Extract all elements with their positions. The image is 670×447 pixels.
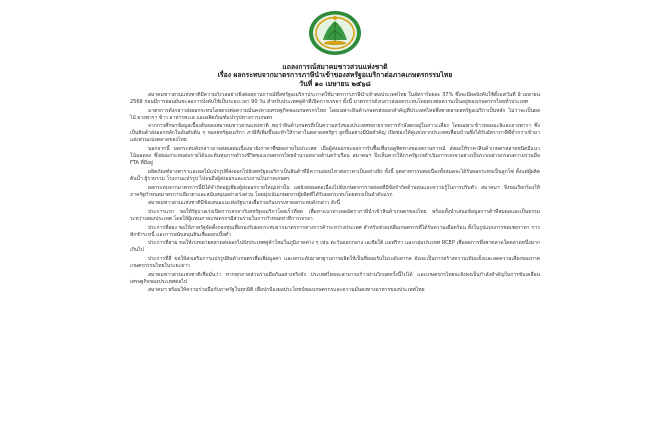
statement-subject: เรื่อง ผลกระทบจากมาตรการภาษีนำเข้าของสหรัฐอเมริกาต่อภาคเกษตรกรรมไทย (217, 71, 453, 79)
body-paragraph: สมาคมชาวสวนแห่งชาติเชื่อมั่นว่า หากทุกภาคส่วนร่วมมือกันอย่างจริงจัง ประเทศไทยจะสามารถก้าวผ่านวิกฤตครั้งนี้ไปได้ และเกษตรกรไทยจะยังคงเป็นกำลังสำคัญในการขับเคลื่อนเศรษฐกิจของประเทศต่อไป (130, 271, 540, 285)
body-paragraph: ประการที่สอง ขอให้ภาครัฐจัดตั้งกองทุนเพื่อรองรับผลกระทบจากมาตรการทางการค้าระหว่างประเทศ สำหรับช่วยเหลือเกษตรกรที่ได้รับความเดือดร้อน ทั้งในรูปแบบการชดเชยราคา การพักชำระหนี้ และการสนับสนุนสินเชื่อดอกเบี้ยต่ำ (130, 224, 540, 238)
body-paragraph: ผลกระทบจากมาตรการนี้มิได้จำกัดอยู่เพียงผู้ส่งออกรายใหญ่เท่านั้น แต่ยังส่งผลต่อเนื่องไปยังเกษตรกรรายย่อยที่มีข้อจำกัดด้านทุนและความรู้ในการปรับตัว สมาคมฯ จึงขอเรียกร้องให้ภาครัฐกำหนดมาตรการเยียวยาและสนับสนุนอย่างเร่งด่วน โดยมุ่งเน้นเกษตรกรผู้ผลิตที่ได้รับผลกระทบโดยตรงเป็นลำดับแรก (130, 184, 540, 198)
body-paragraph: จากการศึกษาข้อมูลเบื้องต้นของสมาคมชาวสวนแห่งชาติ พบว่าสินค้าเกษตรที่เป็นความหวังของประเทศหลายรายการกำลังตกอยู่ในภาวะเสี่ยง โดยเฉพาะข้าวหอมมะลิและยางพารา ซึ่งเป็นสินค้าส่งออกหลักในอันดับต้น ๆ ของสหรัฐอเมริกา ภาษีที่เพิ่มขึ้นจะทำให้ราคาในตลาดสหรัฐฯ สูงขึ้นอย่างมีนัยสำคัญ เปิดช่องให้คู่แข่งจากประเทศเพื่อนบ้านซึ่งได้รับอัตราภาษีที่ต่ำกว่าเข้ามาแย่งส่วนแบ่งตลาดของไทย (130, 123, 540, 144)
body-paragraph: มาตรการดังกล่าวส่งผลกระทบโดยตรงต่อความมั่นคงทางเศรษฐกิจของเกษตรกรไทย โดยเฉพาะสินค้าเกษตรส่งออกสำคัญที่ประเทศไทยพึ่งพาตลาดสหรัฐอเมริกาเป็นหลัก ไม่ว่าจะเป็นผลไม้ ยางพารา ข้าว อาหารทะเล และผลิตภัณฑ์แปรรูปทางการเกษตร (130, 107, 540, 121)
statement-date: วันที่ ๑๐ เมษายน ๒๕๖๘ (299, 80, 371, 88)
body-paragraph: นอกจากนี้ ผลกระทบดังกล่าวอาจส่งผลต่อเนื่องมายังราคาพืชผลภายในประเทศ เมื่อผู้ส่งออกชะลอการรับซื้อเพื่อรอดูทิศทางของสถานการณ์ ส่งผลให้ราคาสินค้าเกษตรหลายชนิดมีแนวโน้มลดลง ซึ่งย่อมกระทบต่อรายได้และต้นทุนการดำรงชีวิตของเกษตรกรไทยจำนวนหลายล้านครัวเรือน สมาคมฯ จึงเห็นควรให้ภาครัฐเร่งดำเนินการเจรจาอย่างเป็นระบบผ่านกรอบความร่วมมือ FTA ที่มีอยู่ (130, 146, 540, 167)
organization-heading: แถลงการณ์สมาคมชาวสวนแห่งชาติ (282, 63, 388, 71)
body-paragraph: ประการที่สาม ขอให้เร่งขยายตลาดส่งออกไปยังประเทศคู่ค้าใหม่ในภูมิภาคต่าง ๆ เช่น ตะวันออกกลาง เอเชียใต้ แอฟริกา และกลุ่มประเทศ RCEP เพื่อลดการพึ่งพาตลาดใดตลาดหนึ่งมากเกินไป (130, 240, 540, 254)
body-paragraph: ผลิตภัณฑ์ยางพาราและผลไม้แปรรูปที่ส่งออกไปยังสหรัฐอเมริกาเป็นสินค้าที่มีความอ่อนไหวต่อราคาเป็นอย่างยิ่ง ทั้งนี้ อุตสาหกรรมต่อเนื่องทั้งหมดจะได้รับผลกระทบเป็นลูกโซ่ ตั้งแต่ผู้ผลิตต้นน้ำ ผู้รวบรวม โรงงานแปรรูป ไปจนถึงผู้ส่งออกและแรงงานในภาคเกษตร (130, 168, 540, 182)
statement-body (130, 92, 540, 296)
association-seal-icon (307, 9, 363, 57)
body-paragraph: ประการแรก ขอให้รัฐบาลเร่งเปิดการเจรจากับสหรัฐอเมริกาโดยเร็วที่สุด เพื่อหาแนวทางลดอัตราภาษีนำเข้าสินค้าเกษตรของไทย พร้อมทั้งนำเสนอข้อมูลการค้าที่สมดุลและเป็นธรรมระหว่างสองประเทศ โดยให้ผู้แทนภาคเกษตรกรมีส่วนร่วมในการกำหนดท่าทีการเจรจา (130, 208, 540, 222)
body-paragraph: ประการที่สี่ ขอให้ส่งเสริมการแปรรูปสินค้าเกษตรเพื่อเพิ่มมูลค่า และยกระดับมาตรฐานการผลิตให้เป็นที่ยอมรับในระดับสากล อันจะเป็นการสร้างความเข้มแข็งและลดความเสี่ยงของภาคเกษตรกรรมไทยในระยะยาว (130, 255, 540, 269)
body-paragraph: สมาคมชาวสวนแห่งชาติมีข้อเสนอแนะต่อรัฐบาลเพื่อร่วมกันบรรเทาผลกระทบดังกล่าว ดังนี้ (148, 200, 341, 207)
body-paragraph: สมาคมฯ พร้อมให้ความร่วมมือกับภาครัฐในทุกมิติ เพื่อปกป้องผลประโยชน์ของเกษตรกรและความมั่นคงทางอาหารของประเทศไทย (148, 287, 425, 294)
body-paragraph: สมาคมชาวสวนแห่งชาติมีความกังวลอย่างยิ่งต่อสถานการณ์ที่สหรัฐอเมริกาประกาศใช้มาตรการภาษีนำเข้าต่อประเทศไทย ในอัตราร้อยละ 37% ซึ่งจะมีผลบังคับใช้ตั้งแต่วันที่ 9 เมษายน 2568 ก่อนมีการผ่อนผันชะลอการบังคับใช้เป็นระยะเวลา 90 วัน สำหรับประเทศคู่ค้าที่เปิดการเจรจา ทั้งนี้ มาตรการดังกล่าวส่งผลกระทบโดยตรงต่อความเป็นอยู่ของเกษตรกรไทยทั่วประเทศ (130, 92, 540, 106)
